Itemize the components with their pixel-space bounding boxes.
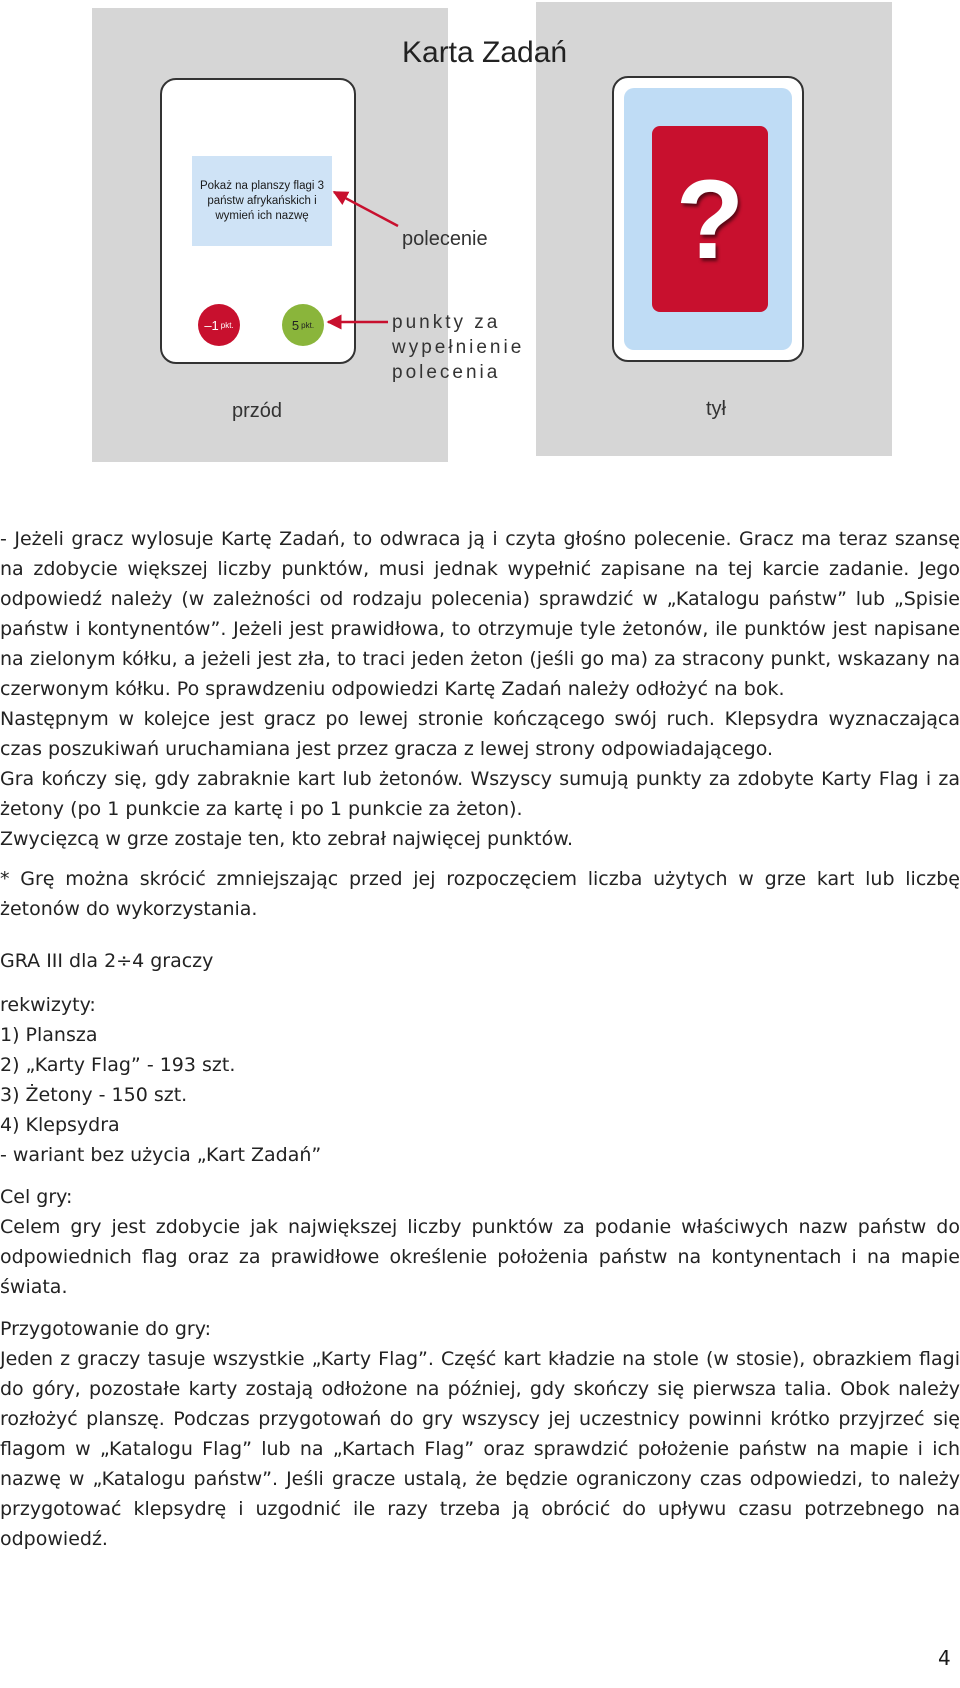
props-item: 1) Plansza [0, 1024, 98, 1046]
page-number: 4 [938, 1646, 951, 1670]
paragraph-shortening-note: * Grę można skrócić zmniejszając przed jej rozpoczęciem liczba użytych w grze kart lub liczbę żetonów do wykorzystania. [0, 868, 960, 920]
question-mark-icon: ? [675, 156, 745, 282]
reward-unit: pkt. [301, 320, 315, 330]
figure-title: Karta Zadań [402, 36, 568, 69]
penalty-unit: pkt. [220, 320, 234, 330]
label-points: punkty za wypełnienie polecenia [392, 312, 525, 383]
props-heading: rekwizyty: [0, 994, 96, 1016]
label-instruction: polecenie [402, 228, 488, 250]
props-item: - wariant bez użycia „Kart Zadań” [0, 1144, 322, 1166]
label-back: tył [706, 398, 726, 420]
rules-text [0, 524, 960, 1554]
card-instruction: Pokaż na planszy flagi 3 państw afrykańskich i wymień ich nazwę [192, 156, 332, 246]
paragraph-game-end: Gra kończy się, gdy zabraknie kart lub żetonów. Wszyscy sumują punkty za zdobyte Karty Flag i za żetony (po 1 punkcie za kartę i po 1 punkcie za żeton). [0, 768, 960, 820]
goal-heading: Cel gry: [0, 1186, 73, 1208]
props-item: 4) Klepsydra [0, 1114, 120, 1136]
prep-heading: Przygotowanie do gry: [0, 1318, 212, 1340]
paragraph-task-card: - Jeżeli gracz wylosuje Kartę Zadań, to odwraca ją i czyta głośno polecenie. Gracz ma teraz szansę na zdobycie większej liczby punktów, musi jednak wypełnić zapisane na tej karcie zadanie. Jego odpowiedź należy (w zależności od rodzaju polecenia) sprawdzić w „Katalogu państw” lub „Spisie państw i kontynentów”. Jeżeli jest prawidłowa, to otrzymuje tyle żetonów, ile punktów jest napisane na zielonym kółku, a jeżeli jest zła, to traci jeden żeton (jeśli go ma) za stracony punkt, wskazany na czerwonym kółku. Po sprawdzeniu odpowiedzi Kartę Zadań należy odłożyć na bok. [0, 528, 960, 700]
props-item: 2) „Karty Flag” - 193 szt. [0, 1054, 236, 1076]
prep-text: Jeden z graczy tasuje wszystkie „Karty Flag”. Część kart kładzie na stole (w stosie), obrazkiem flagi do góry, pozostałe karty zostają odłożone na później, gdy skończy się pierwsza talia. Obok należy rozłożyć planszę. Podczas przygotowań do gry wszyscy jej uczestnicy powinni krótko przyjrzeć się flagom w „Katalogu Flag” lub na „Kartach Flag” oraz sprawdzić położenie państw na mapie i ich nazwę w „Katalogu państw”. Jeśli gracze ustalą, że będzie ograniczony czas odpowiedzi, to należy przygotować klepsydrę i uzgodnić ile razy trzeba ją obrócić do upływu czasu potrzebnego na odpowiedź. [0, 1348, 960, 1550]
paragraph-winner: Zwycięzcą w grze zostaje ten, kto zebrał najwięcej punktów. [0, 828, 574, 850]
goal-text: Celem gry jest zdobycie jak największej liczby punktów za podanie właściwych nazw państw do odpowiednich flag oraz za prawidłowe określenie położenia państw na kontynentach i na mapie świata. [0, 1216, 960, 1298]
label-front: przód [232, 400, 283, 422]
props-item: 3) Żetony - 150 szt. [0, 1084, 188, 1106]
penalty-value: –1 [204, 317, 219, 333]
arrow-to-instruction [334, 192, 398, 226]
reward-value: 5 [291, 317, 300, 333]
paragraph-next-player: Następnym w kolejce jest gracz po lewej stronie kończącego swój ruch. Klepsydra wyznaczająca czas poszukiwań uruchamiana jest przez gracza z lewej strony odpowiadającego. [0, 708, 960, 760]
game-heading: GRA III dla 2÷4 graczy [0, 950, 214, 972]
